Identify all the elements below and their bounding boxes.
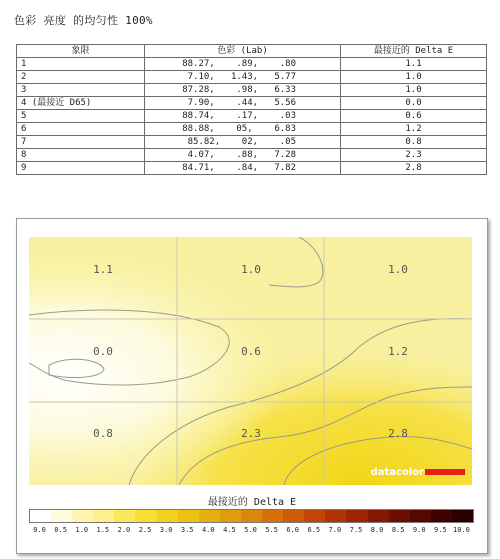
scale-swatch <box>199 510 220 522</box>
scale-tick-label: 1.0 <box>75 526 89 534</box>
cell-9-delta-e: 2.8 <box>388 427 408 440</box>
table-row <box>17 84 487 97</box>
table-row <box>17 149 487 162</box>
logo-text: datacolor <box>370 467 424 478</box>
scale-swatch <box>114 510 135 522</box>
color-scale-bar <box>29 509 474 523</box>
scale-tick-label: 9.0 <box>412 526 426 534</box>
delta-e-cell: 2.3 <box>341 149 487 162</box>
lab-cell: 84.71, .84, 7.82 <box>145 162 341 175</box>
uniformity-figure <box>16 218 488 554</box>
quadrant-cell: 7 <box>17 136 145 149</box>
scale-tick-label: 6.5 <box>307 526 321 534</box>
scale-tick-label: 6.0 <box>286 526 299 534</box>
header-lab: 色彩 (Lab) <box>145 45 341 58</box>
scale-tick-label: 7.5 <box>349 526 363 534</box>
lab-cell: 7.90, .44, 5.56 <box>145 97 341 110</box>
delta-e-cell: 1.1 <box>341 58 487 71</box>
color-scale-ticks <box>29 526 472 534</box>
quadrant-cell: 2 <box>17 71 145 84</box>
scale-tick-label: 3.0 <box>159 526 173 534</box>
lab-cell: 88.88, 05, 6.83 <box>145 123 341 136</box>
scale-title: 最接近的 Delta E <box>207 497 297 508</box>
lab-cell: 4.07, .88, 7.28 <box>145 149 341 162</box>
delta-e-cell: 2.8 <box>341 162 487 175</box>
lab-cell: 7.10, 1.43, 5.77 <box>145 71 341 84</box>
cell-2-delta-e: 1.0 <box>241 263 261 276</box>
uniformity-table <box>16 44 487 175</box>
uniformity-heatmap <box>29 237 472 485</box>
quadrant-cell: 3 <box>17 84 145 97</box>
cell-8-delta-e: 2.3 <box>241 427 261 440</box>
lab-cell: 85.82, 02, .05 <box>145 136 341 149</box>
header-quadrant: 象限 <box>17 45 145 58</box>
scale-tick-label: 5.0 <box>244 526 257 534</box>
scale-swatch <box>51 510 72 522</box>
scale-swatch <box>135 510 156 522</box>
quadrant-cell: 8 <box>17 149 145 162</box>
scale-swatch <box>452 510 473 522</box>
table-row <box>17 97 487 110</box>
table-row <box>17 136 487 149</box>
datacolor-logo <box>371 467 465 478</box>
scale-swatch <box>241 510 262 522</box>
quadrant-cell: 6 <box>17 123 145 136</box>
logo-bar <box>425 469 465 475</box>
cell-7-delta-e: 0.8 <box>93 427 113 440</box>
page-title: 色彩 亮度 的均匀性 100% <box>14 14 153 27</box>
table-row <box>17 71 487 84</box>
scale-swatch <box>410 510 431 522</box>
cell-3-delta-e: 1.0 <box>388 263 408 276</box>
lab-cell: 88.27, .89, .80 <box>145 58 341 71</box>
scale-tick-label: 9.5 <box>434 526 447 534</box>
scale-swatch <box>325 510 346 522</box>
scale-tick-label: 4.0 <box>201 526 215 534</box>
delta-e-cell: 1.0 <box>341 71 487 84</box>
scale-tick-label: 5.5 <box>265 526 278 534</box>
scale-swatch <box>283 510 304 522</box>
scale-tick-label: 3.5 <box>180 526 194 534</box>
scale-swatch <box>220 510 241 522</box>
scale-tick-label: 7.0 <box>328 526 342 534</box>
quadrant-cell: 1 <box>17 58 145 71</box>
scale-swatch <box>304 510 325 522</box>
delta-e-cell: 1.2 <box>341 123 487 136</box>
delta-e-cell: 0.0 <box>341 97 487 110</box>
scale-swatch <box>72 510 93 522</box>
header-delta-e: 最接近的 Delta E <box>341 45 487 58</box>
scale-swatch <box>262 510 283 522</box>
cell-4-delta-e: 0.0 <box>93 345 113 358</box>
cell-6-delta-e: 1.2 <box>388 345 408 358</box>
scale-tick-label: 1.5 <box>96 526 110 534</box>
scale-swatch <box>93 510 114 522</box>
scale-swatch <box>346 510 367 522</box>
table-header-row <box>17 45 487 58</box>
delta-e-cell: 0.6 <box>341 110 487 123</box>
scale-swatch <box>389 510 410 522</box>
scale-tick-label: 0.0 <box>33 526 46 534</box>
scale-swatch <box>178 510 199 522</box>
scale-tick-label: 10.0 <box>452 526 470 534</box>
table-row <box>17 123 487 136</box>
cell-1-delta-e: 1.1 <box>93 263 113 276</box>
scale-tick-label: 2.5 <box>138 526 152 534</box>
scale-tick-label: 8.5 <box>391 526 405 534</box>
scale-swatch <box>157 510 178 522</box>
scale-swatch <box>30 510 51 522</box>
lab-cell: 88.74, .17, .03 <box>145 110 341 123</box>
table-row <box>17 162 487 175</box>
delta-e-cell: 1.0 <box>341 84 487 97</box>
quadrant-cell: 4 (最接近 D65) <box>17 97 145 110</box>
quadrant-cell: 5 <box>17 110 145 123</box>
table-row <box>17 58 487 71</box>
scale-swatch <box>431 510 452 522</box>
scale-tick-label: 2.0 <box>117 526 131 534</box>
delta-e-cell: 0.8 <box>341 136 487 149</box>
table-row <box>17 110 487 123</box>
scale-tick-label: 4.5 <box>223 526 236 534</box>
scale-swatch <box>368 510 389 522</box>
scale-tick-label: 8.0 <box>370 526 384 534</box>
lab-cell: 87.28, .98, 6.33 <box>145 84 341 97</box>
quadrant-cell: 9 <box>17 162 145 175</box>
scale-tick-label: 0.5 <box>54 526 67 534</box>
cell-5-delta-e: 0.6 <box>241 345 261 358</box>
